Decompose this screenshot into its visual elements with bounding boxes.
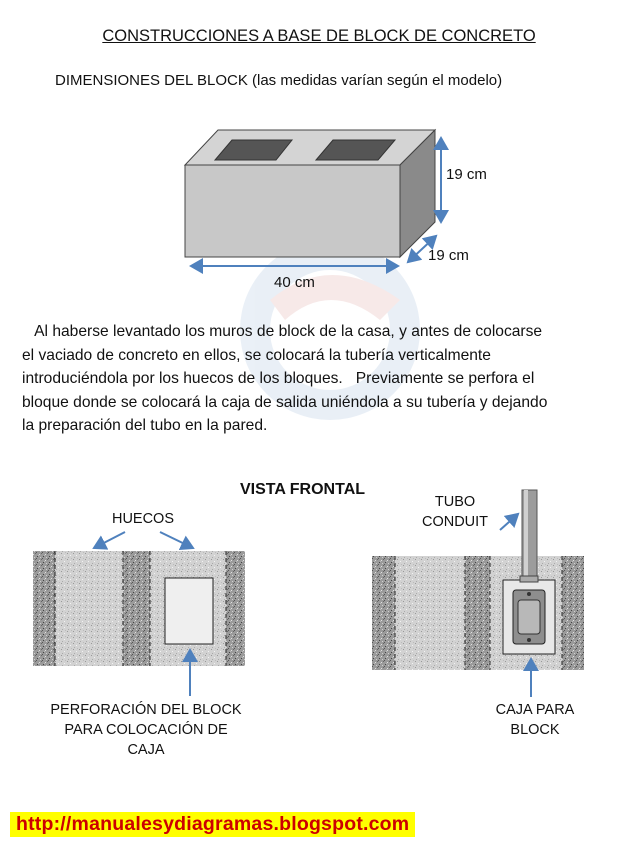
huecos-arrow-right [160, 532, 193, 548]
length-dimension-label: 40 cm [274, 274, 315, 291]
block-perforation [165, 578, 213, 644]
perforacion-label-line: PARA COLOCACIÓN DE [64, 722, 228, 738]
huecos-arrow-left [94, 532, 125, 548]
huecos-label: HUECOS [111, 511, 175, 527]
paragraph-line: introduciéndola por los huecos de los bloques. Previamente se perfora el [22, 370, 535, 387]
tubo-conduit-label [410, 492, 500, 532]
perforacion-label-line: PERFORACIÓN DEL BLOCK [50, 702, 242, 718]
depth-dimension-label: 19 cm [428, 247, 469, 264]
tubo-label-line: CONDUIT [421, 514, 489, 530]
perforacion-label-line: CAJA [127, 742, 165, 758]
caja-label-line: CAJA PARA [495, 702, 575, 718]
paragraph-line: la preparación del tubo en la pared. [22, 417, 268, 434]
perforacion-label [32, 700, 260, 760]
concrete-block-3d [185, 130, 435, 257]
paragraph-line: el vaciado de concreto en ellos, se colocará la tubería verticalmente [22, 346, 491, 364]
caja-para-block-label [480, 700, 590, 740]
tubo-label-line: TUBO [434, 494, 476, 510]
front-view-block-left [33, 551, 245, 666]
section-title-vista-frontal: VISTA FRONTAL [240, 481, 366, 498]
footer-blog-link[interactable]: http://manualesydiagramas.blogspot.com [10, 812, 415, 837]
page-title: CONSTRUCCIONES A BASE DE BLOCK DE CONCRETO [102, 27, 536, 45]
block-dimensions-subtitle: DIMENSIONES DEL BLOCK (las medidas varían según el modelo) [55, 72, 503, 89]
block-front-face [185, 165, 400, 257]
paragraph-line: Al haberse levantado los muros de block de la casa, y antes de colocarse [22, 323, 543, 340]
hollow-core-left [55, 551, 123, 666]
height-dimension-label: 19 cm [446, 166, 487, 183]
tubo-arrow [500, 514, 518, 530]
paragraph-line: bloque donde se colocará la caja de salida uniéndola a su tubería y dejando [22, 393, 548, 411]
instructions-paragraph [22, 320, 612, 438]
caja-label-line: BLOCK [510, 722, 560, 738]
